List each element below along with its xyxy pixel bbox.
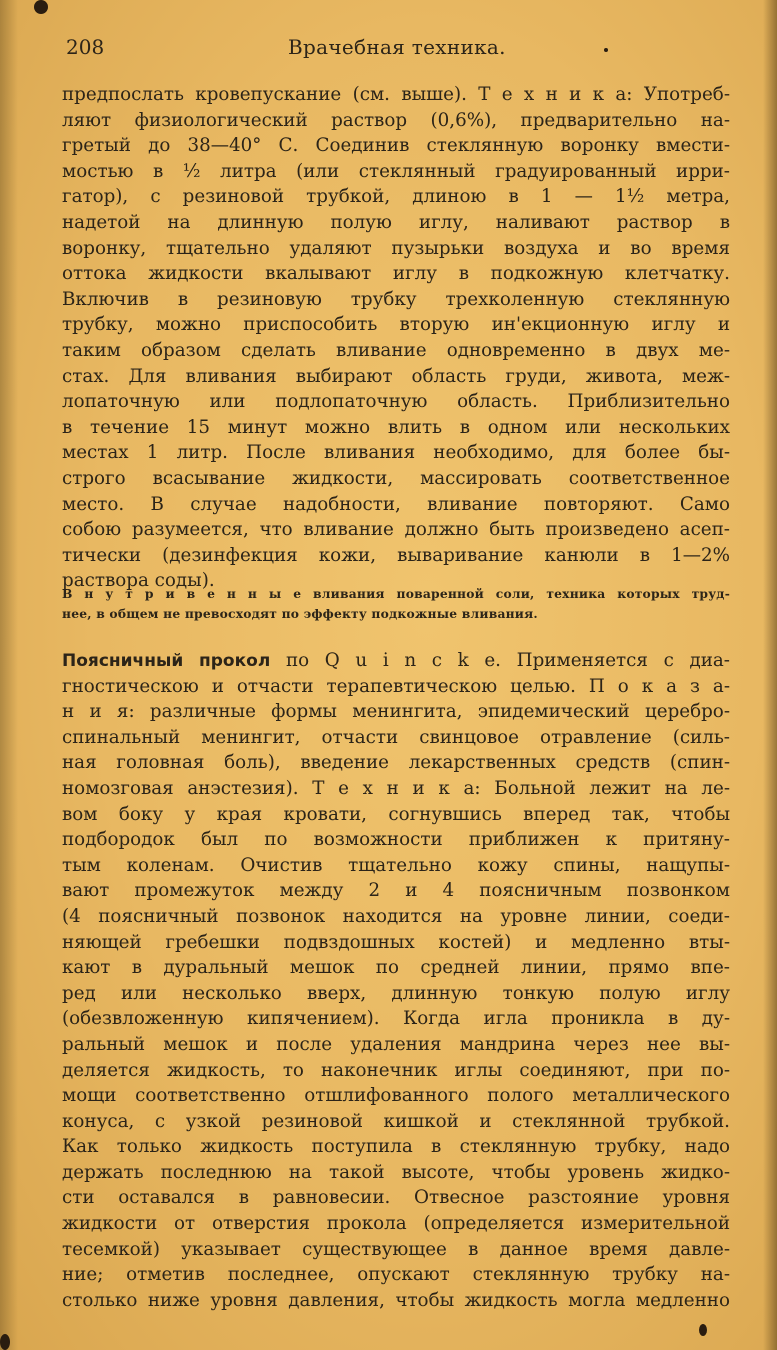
text-line: ральный мешок и после удаления мандрина через нее вы- [62, 1033, 730, 1055]
text-line: в течение 15 минут можно влить в одном или нескольких [62, 416, 730, 438]
text-line: Включив в резиновую трубку трехколенную стеклянную [62, 288, 730, 310]
text-line: вают промежуток между 2 и 4 поясничным позвонком [62, 880, 730, 902]
text-line: спинальный менингит, отчасти свинцовое отравление (силь- [62, 726, 730, 748]
text-line: гностическою и отчасти терапевтическою целью. П о к а з а- [62, 675, 730, 697]
text-line: воронку, тщательно удаляют пузырьки воздуха и во время [62, 237, 730, 259]
text-line: тесемкой) указывает существующее в данное время давле- [62, 1238, 730, 1260]
text-line: местах 1 литр. После вливания необходимо, для более бы- [62, 442, 730, 464]
section-heading: Поясничный прокол [62, 651, 271, 671]
text-line-with-heading [62, 648, 730, 674]
ink-spot-bottom [699, 1324, 707, 1336]
text-line: (обезвложенную кипячением). Когда игла проникла в ду- [62, 1008, 730, 1030]
note-line: В н у т р и в е н н ы е вливания поваренной соли, техника которых труд- [62, 586, 730, 601]
text-line: Как только жидкость поступила в стеклянную трубку, надо [62, 1136, 730, 1158]
text-line: строго всасывание жидкости, массировать соответственное [62, 467, 730, 489]
paragraph-infusion [62, 82, 730, 594]
text-line: трубку, можно приспособить вторую ин'екционную иглу и [62, 314, 730, 336]
text-line: собою разумеется, что вливание должно быть произведено асеп- [62, 519, 730, 541]
page-number: 208 [66, 35, 105, 59]
text-line: мостью в ½ литра (или стеклянный градуированный ирри- [62, 160, 730, 182]
small-print-note [62, 584, 730, 624]
page-shadow-left [0, 0, 18, 1350]
text-line: н и я: различные формы менингита, эпидемический церебро- [62, 701, 730, 723]
text-line: ляют физиологический раствор (0,6%), предварительно на- [62, 109, 730, 131]
text-line: сти оставался в равновесии. Отвесное разстояние уровня [62, 1187, 730, 1209]
text-line: тым коленам. Очистив тщательно кожу спины, нащупы- [62, 854, 730, 876]
text-line: лопаточную или подлопаточную область. Приблизительно [62, 391, 730, 413]
text-line: стах. Для вливания выбирают область груди, живота, меж- [62, 365, 730, 387]
note-line: нее, в общем не превосходят по эффекту подкожные вливания. [62, 606, 538, 621]
text-line: номозговая анэстезия). Т е х н и к а: Больной лежит на ле- [62, 777, 730, 799]
text-line: няющей гребешки подвздошных костей) и медленно вты- [62, 931, 730, 953]
text-line: подбородок был по возможности приближен к притяну- [62, 829, 730, 851]
text-line: деляется жидкость, то наконечник иглы соединяют, при по- [62, 1059, 730, 1081]
running-title: Врачебная техника. [288, 35, 506, 59]
text-line: конуса, с узкой резиновой кишкой и стеклянной трубкой. [62, 1110, 730, 1132]
text-line: надетой на длинную полую иглу, наливают раствор в [62, 211, 730, 233]
text-line: предпослать кровепускание (см. выше). Т е х н и к а: Употреб- [62, 84, 730, 105]
text-line: мощи соответственно отшлифованного полого металлического [62, 1085, 730, 1107]
text-line: оттока жидкости вкалывают иглу в подкожную клетчатку. [62, 263, 730, 285]
text-line: таким образом сделать вливание одновременно в двух ме- [62, 339, 730, 361]
text-line: гатор), с резиновой трубкой, длиною в 1 — 1½ метра, [62, 186, 730, 208]
text-line: ная головная боль), введение лекарственных средств (спин- [62, 752, 730, 774]
paragraph-lumbar-puncture [62, 648, 730, 1313]
text-line: вом боку у края кровати, согнувшись вперед так, чтобы [62, 803, 730, 825]
text-line: гретый до 38—40° С. Соединив стеклянную воронку вмести- [62, 135, 730, 157]
text-line: жидкости от отверстия прокола (определяется измерительной [62, 1213, 730, 1235]
text-line: раствора соды). [62, 570, 215, 592]
text-line: ред или несколько вверх, длинную тонкую полую иглу [62, 982, 730, 1004]
page-header [66, 34, 726, 62]
text-line: столько ниже уровня давления, чтобы жидкость могла медленно [62, 1289, 730, 1311]
text-line: ние; отметив последнее, опускают стеклянную трубку на- [62, 1264, 730, 1286]
heading-line-rest: по Q u i n c k e. Применяется с диа- [285, 650, 730, 671]
ink-spot-bottom-left [0, 1334, 10, 1350]
ink-spot-top [34, 0, 48, 14]
text-line: место. В случае надобности, вливание повторяют. Само [62, 493, 730, 515]
text-line: (4 поясничный позвонок находится на уровне линии, соеди- [62, 905, 730, 927]
text-line: держать последнюю на такой высоте, чтобы уровень жидко- [62, 1161, 730, 1183]
page-shadow-right [763, 0, 777, 1350]
text-line: кают в дуральный мешок по средней линии, прямо впе- [62, 957, 730, 979]
text-line: тически (дезинфекция кожи, вываривание канюли в 1—2% [62, 544, 730, 566]
